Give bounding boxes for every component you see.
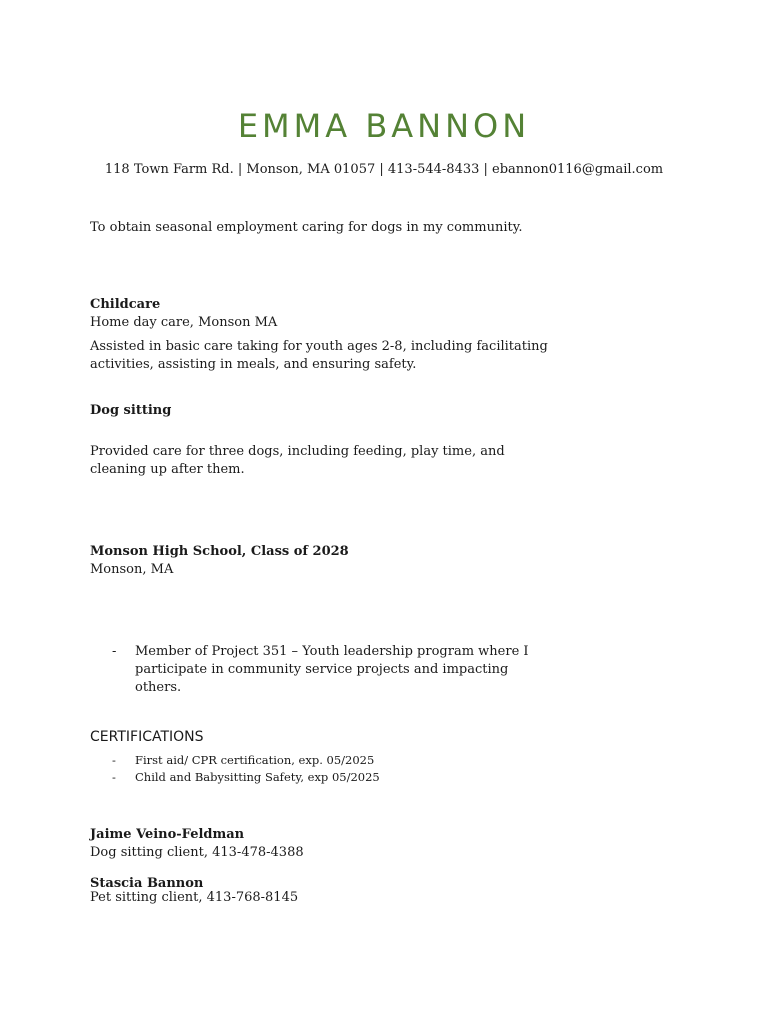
education-location: Monson, MA xyxy=(90,562,174,577)
objective-text: To obtain seasonal employment caring for dogs in my community. xyxy=(90,220,523,235)
experience-title-childcare: Childcare xyxy=(90,297,161,312)
reference-detail: Dog sitting client, 413-478-4388 xyxy=(90,845,304,860)
reference-detail: Pet sitting client, 413-768-8145 xyxy=(90,890,299,905)
resume-name: EMMA BANNON xyxy=(237,107,531,145)
reference-name: Jaime Veino-Feldman xyxy=(90,827,245,842)
activity-item: Member of Project 351 – Youth leadership program where I participate in community service projects and impacting others. xyxy=(135,644,529,695)
reference-name: Stascia Bannon xyxy=(90,876,204,891)
experience-description-dog-sitting: Provided care for three dogs, including feeding, play time, and cleaning up after them. xyxy=(90,444,505,477)
experience-description-childcare: Assisted in basic care taking for youth ages 2-8, including facilitating activities, assisting in meals, and ensuring safety. xyxy=(90,339,548,372)
education-school: Monson High School, Class of 2028 xyxy=(90,544,349,559)
activity-bullet: - xyxy=(112,644,117,659)
experience-subtitle-childcare: Home day care, Monson MA xyxy=(90,315,278,330)
certification-bullet: - xyxy=(112,770,116,784)
certification-item: First aid/ CPR certification, exp. 05/2025 xyxy=(135,753,375,767)
certifications-heading: CERTIFICATIONS xyxy=(90,729,204,745)
certification-bullet: - xyxy=(112,753,116,767)
certification-item: Child and Babysitting Safety, exp 05/2025 xyxy=(135,770,380,784)
contact-line: 118 Town Farm Rd. | Monson, MA 01057 | 413-544-8433 | ebannon0116@gmail.com xyxy=(104,162,664,177)
experience-title-dog-sitting: Dog sitting xyxy=(90,403,172,418)
